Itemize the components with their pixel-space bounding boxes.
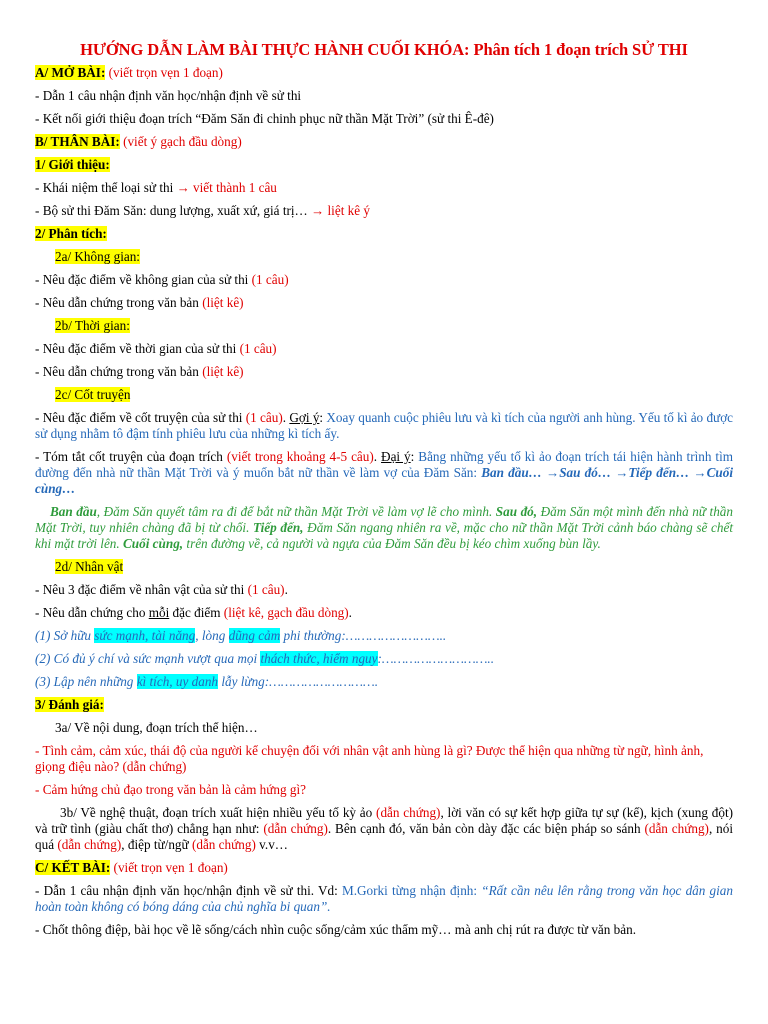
line-text: - Khái niệm thể loại sử thi (35, 180, 177, 195)
text: , nói quá (35, 821, 733, 852)
subsection-1-label: 1/ Giới thiệu: (35, 157, 110, 172)
line-note: → viết thành 1 câu (176, 180, 277, 195)
subsection-2d-line-1 (35, 582, 733, 598)
text: (2) Có đủ ý chí và sức mạnh vượt qua mọi (35, 651, 261, 666)
note: (1 câu) (245, 410, 283, 425)
subsection-2a-line-1 (35, 272, 733, 288)
note: (dẫn chứng) (376, 805, 441, 820)
trait-item-2 (35, 651, 733, 667)
text: , lòng (195, 628, 229, 643)
subsection-2c-heading (35, 387, 733, 403)
line-text: . (284, 582, 288, 597)
text: - Nêu đặc điểm về cốt truyện của sử thi (35, 410, 246, 425)
subsection-2d-line-2 (35, 605, 733, 621)
section-a-line-1: - Dẫn 1 câu nhận định văn học/nhận định về sử thi (35, 88, 302, 103)
document-title: HƯỚNG DẪN LÀM BÀI THỰC HÀNH CUỐI KHÓA: Phân tích 1 đoạn trích SỬ THI (80, 40, 688, 59)
subsection-1-line-2 (35, 203, 733, 219)
highlighted-keyword: thách thức, hiểm nguy (260, 651, 378, 666)
subsection-2d-heading (35, 559, 733, 575)
text: , Đăm Săn quyết tâm ra đi để bắt nữ thần Mặt Trời về làm vợ lẽ cho mình. (96, 504, 496, 519)
document-page (35, 40, 733, 945)
trait-item-3 (35, 674, 733, 690)
text: - Tóm tắt cốt truyện của đoạn trích (35, 449, 227, 464)
text: , lời văn có sự kết hợp giữa tự sự (kể), kịch (xung đột) và trữ tình (giàu chất thơ) chẳng hạn như: (35, 805, 733, 836)
subsection-3a-question-2: - Cảm hứng chủ đạo trong văn bản là cảm hứng gì? (35, 782, 307, 797)
text: 3b/ Về nghệ thuật, đoạn trích xuất hiện nhiều yếu tố kỳ ảo (60, 805, 377, 820)
text: lẫy lừng:………………………. (218, 674, 378, 689)
line-text: - Bộ sử thi Đăm Săn: dung lượng, xuất xứ, giá trị… (35, 203, 312, 218)
line-text: . (348, 605, 352, 620)
line-text: đặc điểm (169, 605, 224, 620)
text: . Bên cạnh đó, văn bản còn dày đặc các biện pháp so sánh (327, 821, 645, 836)
note: (dẫn chứng) (263, 821, 328, 836)
section-b-note: (viết ý gạch đầu dòng) (123, 134, 242, 149)
sequence-step: Tiếp đến, (253, 520, 304, 535)
quote-source: M.Gorki từng nhận định: (341, 883, 482, 898)
subsection-3b-paragraph (35, 805, 733, 853)
sequence-step: Ban đầu (50, 504, 97, 519)
highlighted-keyword: kì tích, uy danh (136, 674, 219, 689)
text: trên đường về, cả người và ngựa của Đăm Săn đều bị kéo chìm xuống bùn lầy. (183, 536, 601, 551)
text: Đăm Săn ngang nhiên ra về, mặc cho nữ thần Mặt Trời cảnh báo chàng sẽ chết khi mặt trời lên. (35, 520, 733, 551)
note: (dẫn chứng) (644, 821, 709, 836)
line-note: (liệt kê) (202, 295, 244, 310)
sequence-step: →Sau đó… (546, 465, 616, 480)
line-text: - Nêu dẫn chứng trong văn bản (35, 364, 203, 379)
section-c-heading (35, 860, 733, 876)
highlighted-keyword: dũng cảm (228, 628, 281, 643)
subsection-2b-line-1 (35, 341, 733, 357)
subsection-2b-line-2 (35, 364, 733, 380)
section-c-label: C/ KẾT BÀI: (35, 860, 111, 875)
section-c-note: (viết trọn vẹn 1 đoạn) (113, 860, 228, 875)
sequence-step: →Tiếp đến… (615, 465, 694, 480)
note: (dẫn chứng) (191, 837, 256, 852)
subsection-2c-example (35, 504, 733, 552)
section-a-label: A/ MỞ BÀI: (35, 65, 106, 80)
hint-text: Xoay quanh cuộc phiêu lưu và kì tích của người anh hùng. Yếu tố kì ảo được sử dụng nhằm tô đậm tính phiêu lưu của những kì tích ấy. (35, 410, 734, 441)
line-note: (liệt kê, gạch đầu dòng) (223, 605, 349, 620)
subsection-2d-label: 2d/ Nhân vật (55, 559, 124, 574)
note: (viết trong khoảng 4-5 câu) (226, 449, 374, 464)
trait-item-1 (35, 628, 733, 644)
line-text: - Nêu dẫn chứng cho (35, 605, 149, 620)
sequence-step: Cuối cùng, (123, 536, 184, 551)
text: (1) Sở hữu (35, 628, 95, 643)
line-note: (1 câu) (239, 341, 277, 356)
sequence-step: Sau đó, (495, 504, 538, 519)
hint-label: Đại ý (381, 449, 411, 464)
text: :……………………….. (377, 651, 495, 666)
section-a-note: (viết trọn vẹn 1 đoạn) (108, 65, 223, 80)
sequence-step: →Cuối cùng… (35, 465, 733, 496)
text: (3) Lập nên những (35, 674, 137, 689)
section-b-heading (35, 134, 733, 150)
line-note: (1 câu) (251, 272, 289, 287)
text: : (410, 449, 419, 464)
section-a-heading (35, 65, 733, 81)
text: phi thường:…………………….. (280, 628, 447, 643)
subsection-2a-label: 2a/ Không gian: (55, 249, 140, 264)
note: (dẫn chứng) (57, 837, 122, 852)
subsection-2c-paragraph-1 (35, 410, 733, 442)
text: v.v… (255, 837, 288, 852)
line-note: → liệt kê ý (311, 203, 370, 218)
subsection-2c-label: 2c/ Cốt truyện (55, 387, 131, 402)
subsection-2-label: 2/ Phân tích: (35, 226, 107, 241)
line-text: - Nêu dẫn chứng trong văn bản (35, 295, 203, 310)
section-c-line-1 (35, 883, 733, 915)
line-text: - Nêu đặc điểm về không gian của sử thi (35, 272, 252, 287)
subsection-2b-heading (35, 318, 733, 334)
line-text: - Nêu 3 đặc điểm về nhân vật của sử thi (35, 582, 248, 597)
line-text: - Nêu đặc điểm về thời gian của sử thi (35, 341, 240, 356)
subsection-1-line-1 (35, 180, 733, 196)
hint-text: Bằng những yếu tố kì ảo đoạn trích tái hiện hành trình tìm đường đến nhà nữ thần Mặt Trời và ý muốn bắt nữ thần về làm vợ của Đăm Săn: (35, 449, 733, 480)
subsection-3a-question-1: - Tình cảm, cảm xúc, thái độ của người kể chuyện đối với nhân vật anh hùng là gì? Được thể hiện qua những từ ngữ, hình ảnh, giọng điệu nào? (dẫn chứng) (35, 743, 704, 774)
subsection-2a-heading (35, 249, 733, 265)
hint-label: Gợi ý (289, 410, 320, 425)
subsection-2-heading (35, 226, 733, 242)
subsection-3a-line: 3a/ Về nội dung, đoạn trích thể hiện… (55, 720, 258, 735)
section-c-line-2: - Chốt thông điệp, bài học về lẽ sống/cách nhìn cuộc sống/cảm xúc thẩm mỹ… mà anh chị rút ra được từ văn bản. (35, 922, 636, 937)
text: : (319, 410, 327, 425)
text: . (282, 410, 290, 425)
line-note: (liệt kê) (202, 364, 244, 379)
sequence-step: Ban đầu… (481, 465, 547, 480)
underlined-word: mỗi (148, 605, 170, 620)
section-b-label: B/ THÂN BÀI: (35, 134, 120, 149)
text: , điệp từ/ngữ (121, 837, 192, 852)
subsection-3-label: 3/ Đánh giá: (35, 697, 104, 712)
subsection-3-heading (35, 697, 733, 713)
line-note: (1 câu) (247, 582, 285, 597)
text: Đăm Săn một mình đến nhà nữ thần Mặt Trời, tuy nhiên chàng đã bị từ chối. (35, 504, 733, 535)
subsection-2c-paragraph-2 (35, 449, 733, 497)
subsection-2a-line-2 (35, 295, 733, 311)
section-a-line-2: - Kết nối giới thiệu đoạn trích “Đăm Săn đi chinh phục nữ thần Mặt Trời” (sử thi Ê-đê) (35, 111, 494, 126)
quote-text: “Rất cần nêu lên rằng trong văn học dân gian hoàn toàn không có bóng dáng của chủ nghĩa bi quan”. (35, 883, 733, 914)
subsection-2b-label: 2b/ Thời gian: (55, 318, 130, 333)
highlighted-keyword: sức mạnh, tài năng (94, 628, 196, 643)
subsection-1-heading (35, 157, 733, 173)
text: - Dẫn 1 câu nhận định văn học/nhận định về sử thi. Vd: (35, 883, 342, 898)
text: . (373, 449, 382, 464)
